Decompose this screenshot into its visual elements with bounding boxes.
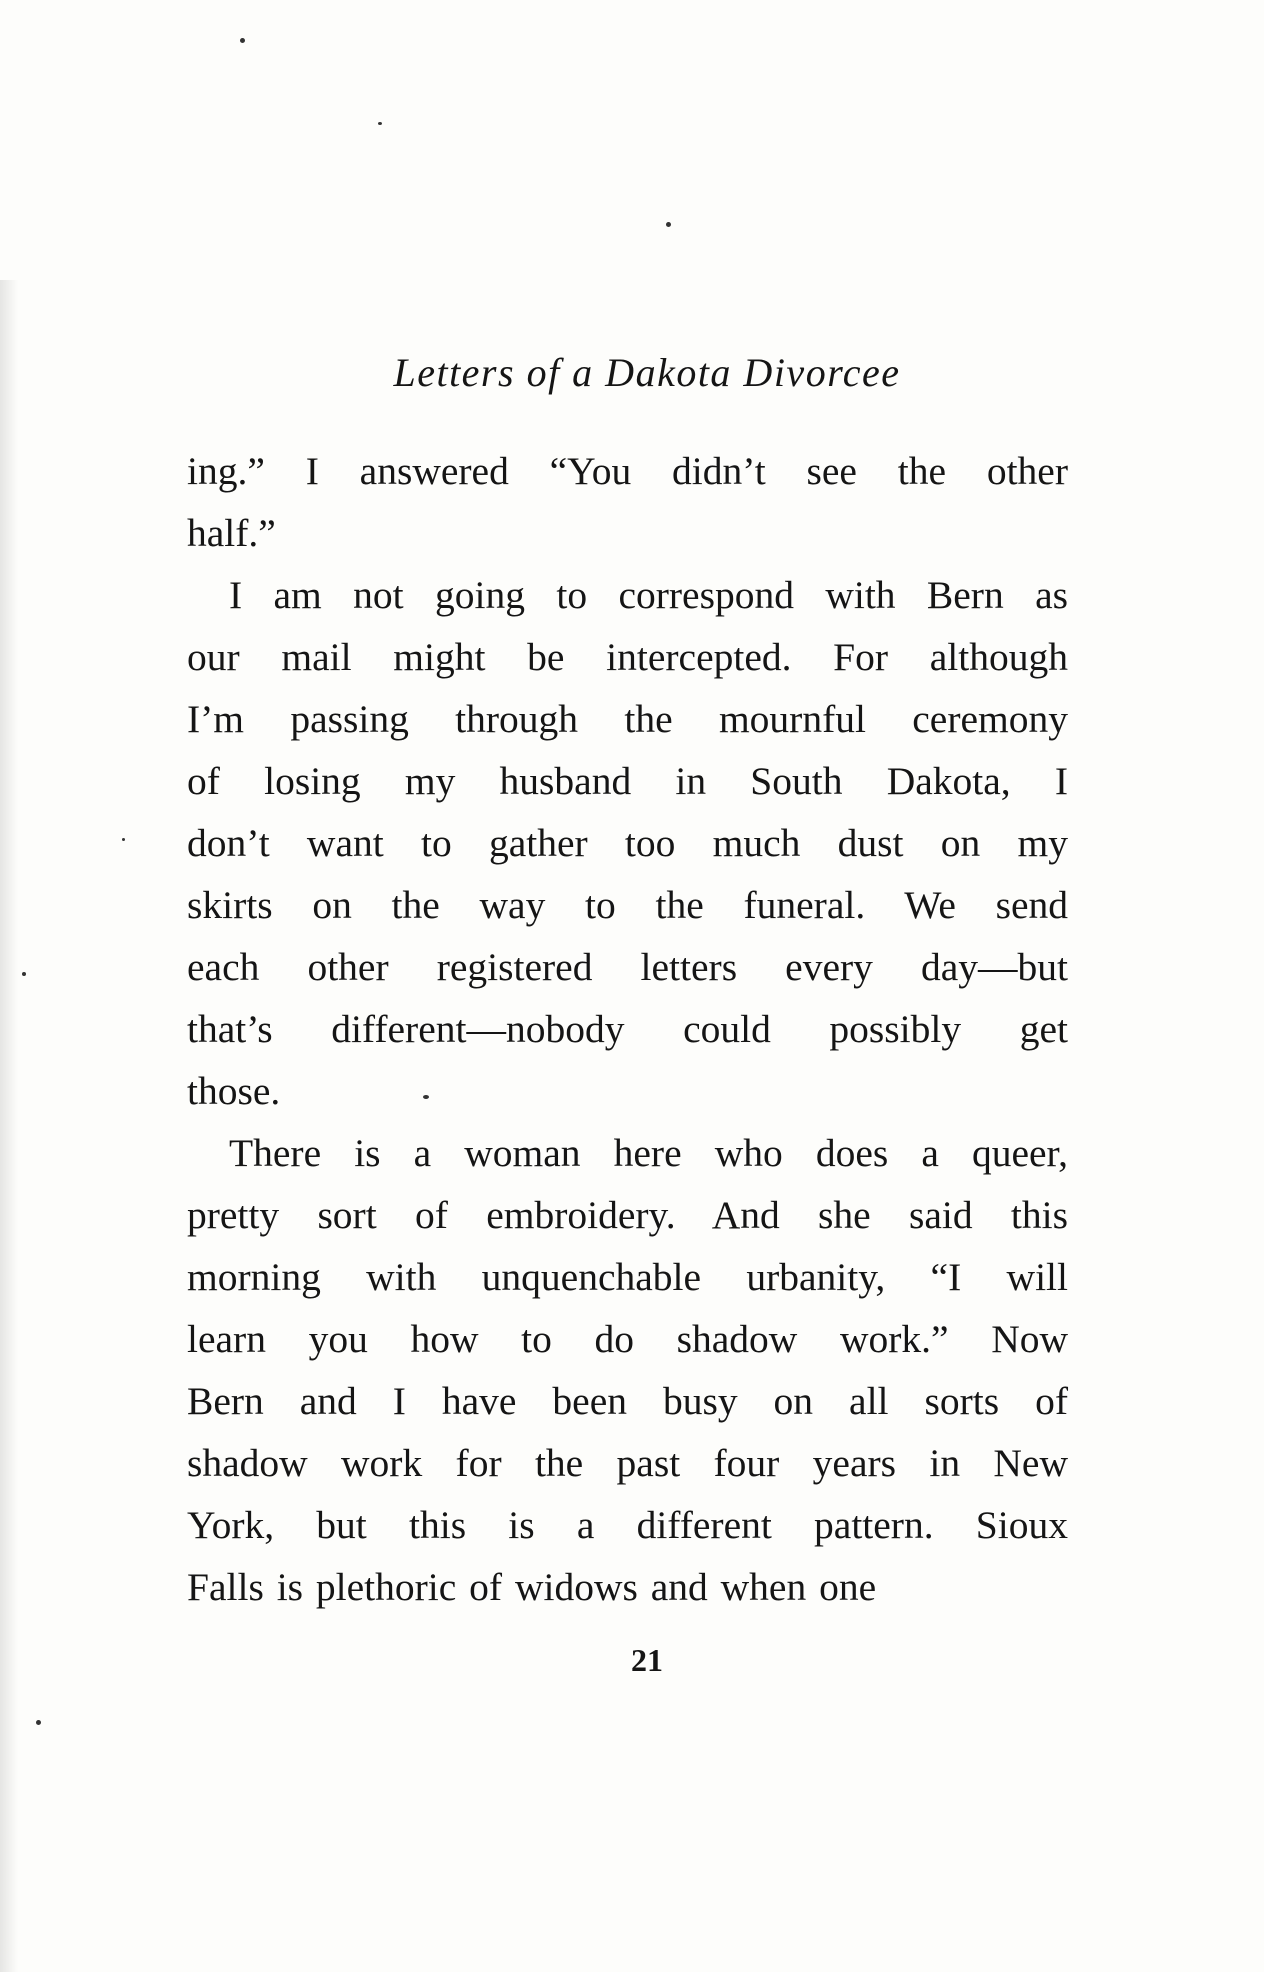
text-line: our mail might be intercepted. For although bbox=[187, 635, 1068, 679]
text-line: of losing my husband in South Dakota, I bbox=[187, 759, 1068, 803]
paragraph bbox=[187, 440, 1068, 564]
running-head: Letters of a Dakota Divorcee bbox=[393, 350, 901, 395]
text-line: I am not going to correspond with Bern as bbox=[229, 573, 1068, 617]
text-line: Bern and I have been busy on all sorts of bbox=[187, 1379, 1068, 1423]
gutter-shadow bbox=[0, 280, 18, 1972]
text-line: learn you how to do shadow work.” Now bbox=[187, 1317, 1068, 1361]
text-line: I’m passing through the mournful ceremony bbox=[187, 697, 1068, 741]
text-line: that’s different—nobody could possibly get bbox=[187, 1007, 1068, 1051]
text-line: ing.” I answered “You didn’t see the other bbox=[187, 449, 1068, 493]
text-line: pretty sort of embroidery. And she said this bbox=[187, 1193, 1068, 1237]
print-speck bbox=[36, 1720, 41, 1725]
text-line: don’t want to gather too much dust on my bbox=[187, 821, 1068, 865]
text-line: York, but this is a different pattern. Sioux bbox=[187, 1503, 1068, 1547]
text-line: those. bbox=[187, 1069, 281, 1113]
print-speck bbox=[122, 838, 125, 841]
text-line: shadow work for the past four years in New bbox=[187, 1441, 1068, 1485]
text-line: There is a woman here who does a queer, bbox=[229, 1131, 1068, 1175]
text-line: half.” bbox=[187, 511, 276, 555]
print-speck bbox=[22, 972, 26, 976]
paragraph bbox=[187, 564, 1068, 1122]
text-line: Falls is plethoric of widows and when one bbox=[187, 1565, 877, 1609]
print-speck bbox=[666, 222, 671, 227]
page-number: 21 bbox=[631, 1642, 663, 1678]
text-line: morning with unquenchable urbanity, “I will bbox=[187, 1255, 1068, 1299]
body-text bbox=[187, 440, 1068, 1618]
print-speck bbox=[378, 122, 382, 125]
paragraph bbox=[187, 1122, 1068, 1618]
text-line: each other registered letters every day—but bbox=[187, 945, 1068, 989]
text-line: skirts on the way to the funeral. We send bbox=[187, 883, 1068, 927]
print-speck bbox=[240, 38, 245, 43]
